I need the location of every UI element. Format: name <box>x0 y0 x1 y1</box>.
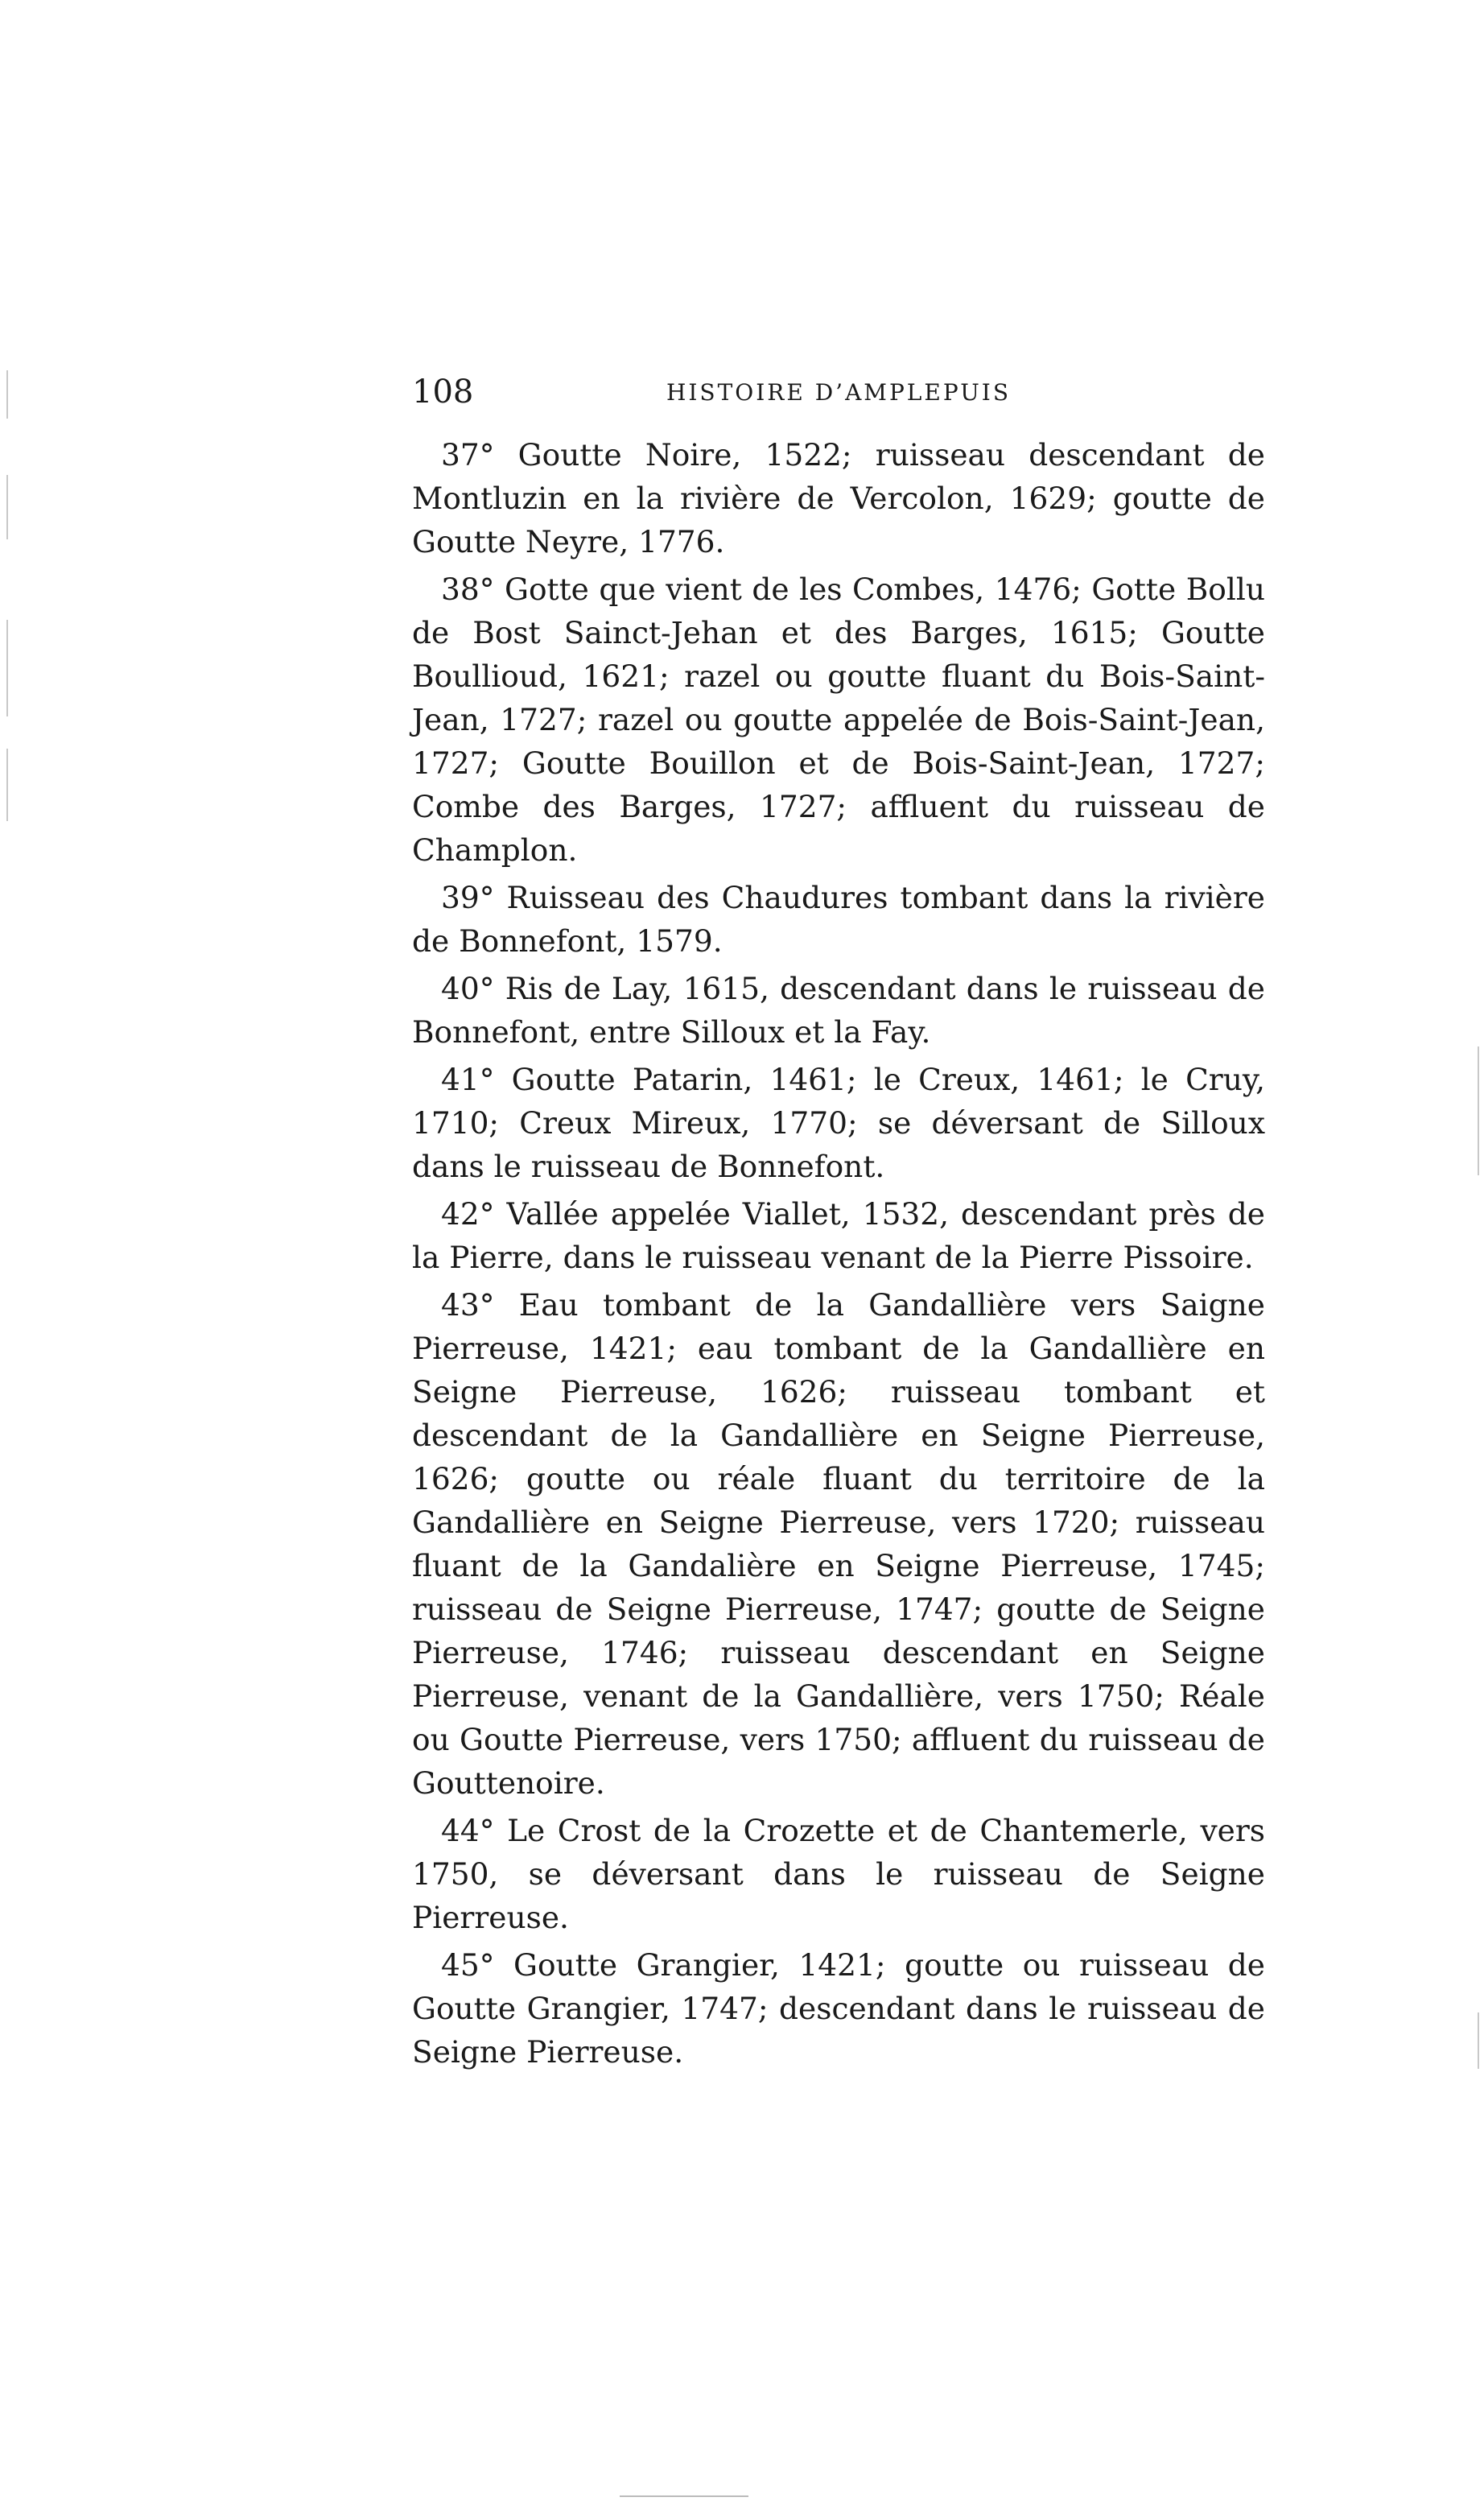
entry-37: 37° Goutte Noire, 1522; ruisseau descendant de Montluzin en la rivière de Vercolon, 1629; goutte de Goutte Neyre, 1776. <box>412 437 1265 559</box>
page-number: 108 <box>412 374 474 411</box>
scan-mark-right-2 <box>1478 2012 1479 2069</box>
running-title: HISTOIRE D’AMPLEPUIS <box>666 379 1012 406</box>
entry-40: 40° Ris de Lay, 1615, descendant dans le ruisseau de Bonnefont, entre Silloux et la Fay. <box>412 971 1265 1050</box>
bottom-rule <box>620 2495 748 2497</box>
scan-mark-left-1 <box>6 370 8 419</box>
entry-38: 38° Gotte que vient de les Combes, 1476; Gotte Bollu de Bost Sainct-Jehan et des Barges, 1615; Goutte Boullioud, 1621; razel ou goutte fluant du Bois-Saint-Jean, 1727; razel ou goutte appelée de Bois-Saint-Jean, 1727; Goutte Bouillon et de Bois-Saint-Jean, 1727; Combe des Barges, 1727; affluent du ruisseau de Champlon. <box>412 572 1265 868</box>
entry-41: 41° Goutte Patarin, 1461; le Creux, 1461; le Cruy, 1710; Creux Mireux, 1770; se déversant de Silloux dans le ruisseau de Bonnefont. <box>412 1062 1265 1184</box>
page-header <box>412 372 1265 412</box>
scan-mark-left-3 <box>6 620 8 716</box>
scan-mark-right-1 <box>1478 1046 1479 1175</box>
entry-45: 45° Goutte Grangier, 1421; goutte ou ruisseau de Goutte Grangier, 1747; descendant dans le ruisseau de Seigne Pierreuse. <box>412 1947 1265 2070</box>
scan-mark-left-2 <box>6 475 8 539</box>
entry-44: 44° Le Crost de la Crozette et de Chantemerle, vers 1750, se déversant dans le ruisseau de Seigne Pierreuse. <box>412 1813 1265 1935</box>
entry-39: 39° Ruisseau des Chaudures tombant dans la rivière de Bonnefont, 1579. <box>412 880 1265 959</box>
body-text <box>412 433 1265 2078</box>
entry-43: 43° Eau tombant de la Gandallière vers Saigne Pierreuse, 1421; eau tombant de la Gandallière en Seigne Pierreuse, 1626; ruisseau tombant et descendant de la Gandallière en Seigne Pierreuse, 1626; goutte ou réale fluant du territoire de la Gandallière en Seigne Pierreuse, vers 1720; ruisseau fluant de la Gandalière en Seigne Pierreuse, 1745; ruisseau de Seigne Pierreuse, 1747; goutte de Seigne Pierreuse, 1746; ruisseau descendant en Seigne Pierreuse, venant de la Gandallière, vers 1750; Réale ou Goutte Pierreuse, vers 1750; affluent du ruisseau de Gouttenoire. <box>412 1287 1265 1801</box>
scan-mark-left-4 <box>6 749 8 821</box>
entry-42: 42° Vallée appelée Viallet, 1532, descendant près de la Pierre, dans le ruisseau venant de la Pierre Pissoire. <box>412 1196 1265 1275</box>
